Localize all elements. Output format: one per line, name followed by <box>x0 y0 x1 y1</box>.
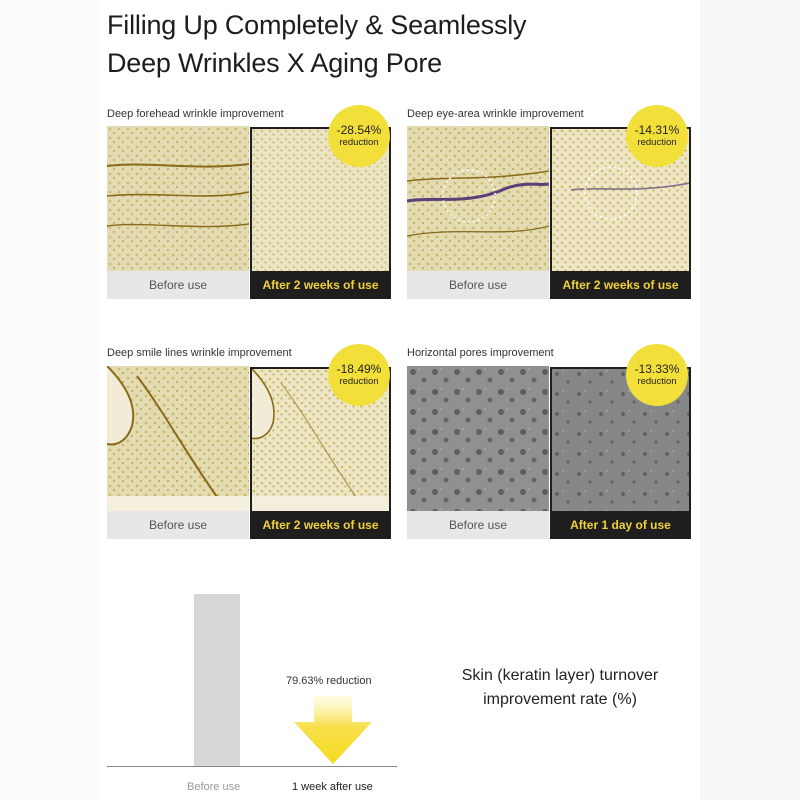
badge-value: -28.54% <box>336 123 382 137</box>
before-caption-smile-lines: Before use <box>107 511 249 539</box>
bar-before-use <box>194 594 240 766</box>
chart-title-line-1: Skin (keratin layer) turnover <box>461 667 659 684</box>
badge-text: reduction <box>637 137 677 148</box>
badge-value: -18.49% <box>336 362 382 376</box>
arrow-reduction-icon <box>292 696 374 766</box>
title-line-1: Filling Up Completely & Seamlessly <box>107 10 527 40</box>
badge-value: -14.31% <box>634 123 680 137</box>
page-margin-left <box>0 0 100 800</box>
tick-label-after: 1 week after use <box>292 781 373 793</box>
before-caption-eye-area: Before use <box>407 271 549 299</box>
before-caption-pores: Before use <box>407 511 549 539</box>
before-photo-pores <box>407 366 549 511</box>
title-line-2: Deep Wrinkles X Aging Pore <box>107 48 442 78</box>
reduction-badge-smile-lines <box>328 344 390 406</box>
panel-label-pores: Horizontal pores improvement <box>407 347 554 359</box>
reduction-badge-eye-area <box>626 105 688 167</box>
badge-text: reduction <box>637 376 677 387</box>
chart-annotation: 79.63% reduction <box>286 675 372 687</box>
after-caption-pores: After 1 day of use <box>551 511 690 539</box>
after-caption-forehead: After 2 weeks of use <box>251 271 390 299</box>
chart-baseline <box>107 766 397 767</box>
panel-label-forehead: Deep forehead wrinkle improvement <box>107 108 284 120</box>
badge-value: -13.33% <box>634 362 680 376</box>
before-photo-smile-lines <box>107 366 249 511</box>
tick-label-before: Before use <box>187 781 241 793</box>
before-photo-eye-area <box>407 126 549 271</box>
reduction-badge-pores <box>626 344 688 406</box>
panel-label-smile-lines: Deep smile lines wrinkle improvement <box>107 347 292 359</box>
before-caption-forehead: Before use <box>107 271 249 299</box>
panel-label-eye-area: Deep eye-area wrinkle improvement <box>407 108 584 120</box>
chart-title <box>440 664 680 712</box>
badge-text: reduction <box>339 137 379 148</box>
reduction-badge-forehead <box>328 105 390 167</box>
chart-title-line-2: improvement rate (%) <box>483 691 637 708</box>
after-caption-eye-area: After 2 weeks of use <box>551 271 690 299</box>
badge-text: reduction <box>339 376 379 387</box>
before-photo-forehead <box>107 126 249 271</box>
after-caption-smile-lines: After 2 weeks of use <box>251 511 390 539</box>
page-margin-right <box>700 0 800 800</box>
page-title <box>107 6 667 82</box>
